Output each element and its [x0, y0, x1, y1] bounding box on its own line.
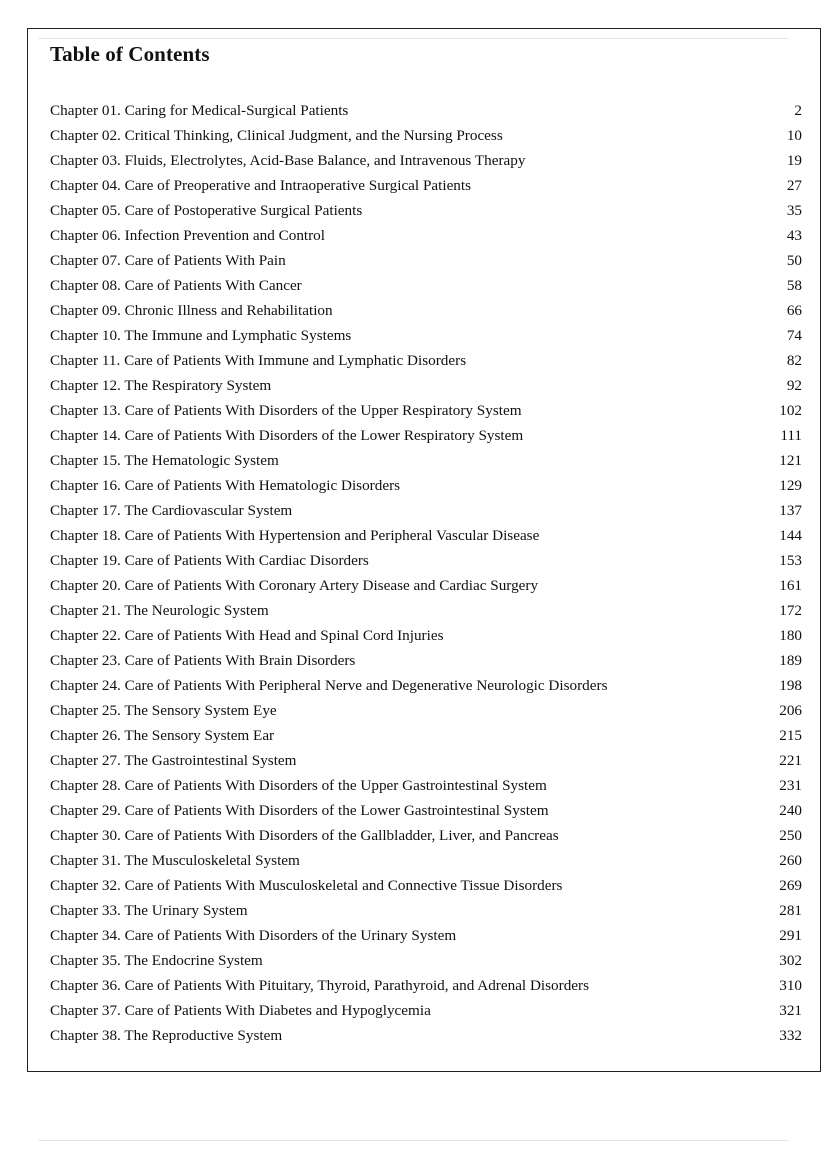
page-number: 310: [779, 977, 802, 994]
chapter-title: Chapter 33. The Urinary System: [50, 902, 248, 919]
chapter-title: Chapter 37. Care of Patients With Diabetes and Hypoglycemia: [50, 1002, 431, 1019]
chapter-title: Chapter 22. Care of Patients With Head and Spinal Cord Injuries: [50, 627, 444, 644]
toc-entry[interactable]: [50, 373, 802, 398]
page-number: 153: [779, 552, 802, 569]
page-number: 35: [786, 202, 802, 219]
chapter-title: Chapter 21. The Neurologic System: [50, 602, 269, 619]
toc-entry[interactable]: [50, 623, 802, 648]
page-number: 206: [779, 702, 802, 719]
toc-entry[interactable]: [50, 523, 802, 548]
toc-entry[interactable]: [50, 948, 802, 973]
chapter-title: Chapter 11. Care of Patients With Immune and Lymphatic Disorders: [50, 352, 467, 369]
chapter-title: Chapter 06. Infection Prevention and Control: [50, 227, 325, 244]
toc-entry[interactable]: [50, 698, 802, 723]
page-number: 137: [779, 502, 802, 519]
toc-entry[interactable]: [50, 448, 802, 473]
chapter-title: Chapter 01. Caring for Medical-Surgical Patients: [50, 102, 349, 119]
page-number: 321: [779, 1002, 802, 1019]
page-number: 231: [779, 777, 802, 794]
chapter-title: Chapter 23. Care of Patients With Brain Disorders: [50, 652, 356, 669]
toc-entry[interactable]: [50, 498, 802, 523]
chapter-title: Chapter 04. Care of Preoperative and Intraoperative Surgical Patients: [50, 177, 472, 194]
chapter-title: Chapter 34. Care of Patients With Disorders of the Urinary System: [50, 927, 457, 944]
toc-entry[interactable]: [50, 898, 802, 923]
page-number: 111: [780, 427, 802, 444]
toc-entry[interactable]: [50, 798, 802, 823]
chapter-title: Chapter 02. Critical Thinking, Clinical Judgment, and the Nursing Process: [50, 127, 503, 144]
chapter-title: Chapter 08. Care of Patients With Cancer: [50, 277, 302, 294]
page-number: 161: [779, 577, 802, 594]
toc-entry[interactable]: [50, 648, 802, 673]
page-number: 180: [779, 627, 802, 644]
page-number: 189: [779, 652, 802, 669]
page-number: 215: [779, 727, 802, 744]
page-number: 281: [779, 902, 802, 919]
toc-list: [50, 98, 802, 1048]
chapter-title: Chapter 12. The Respiratory System: [50, 377, 272, 394]
page-number: 144: [779, 527, 802, 544]
chapter-title: Chapter 05. Care of Postoperative Surgical Patients: [50, 202, 363, 219]
chapter-title: Chapter 14. Care of Patients With Disorders of the Lower Respiratory System: [50, 427, 524, 444]
toc-entry[interactable]: [50, 548, 802, 573]
toc-entry[interactable]: [50, 273, 802, 298]
toc-entry[interactable]: [50, 673, 802, 698]
page-number: 240: [779, 802, 802, 819]
toc-entry[interactable]: [50, 873, 802, 898]
chapter-title: Chapter 13. Care of Patients With Disorders of the Upper Respiratory System: [50, 402, 522, 419]
toc-entry[interactable]: [50, 323, 802, 348]
page-title: Table of Contents: [50, 42, 210, 66]
page-number: 50: [786, 252, 802, 269]
page-number: 27: [786, 177, 802, 194]
chapter-title: Chapter 15. The Hematologic System: [50, 452, 279, 469]
chapter-title: Chapter 32. Care of Patients With Musculoskeletal and Connective Tissue Disorders: [50, 877, 563, 894]
page-number: 250: [779, 827, 802, 844]
toc-entry[interactable]: [50, 473, 802, 498]
chapter-title: Chapter 26. The Sensory System Ear: [50, 727, 275, 744]
toc-entry[interactable]: [50, 123, 802, 148]
chapter-title: Chapter 28. Care of Patients With Disorders of the Upper Gastrointestinal System: [50, 777, 547, 794]
toc-entry[interactable]: [50, 98, 802, 123]
chapter-title: Chapter 30. Care of Patients With Disorders of the Gallbladder, Liver, and Pancreas: [50, 827, 559, 844]
toc-entry[interactable]: [50, 348, 802, 373]
toc-entry[interactable]: [50, 823, 802, 848]
page-number: 82: [786, 352, 802, 369]
chapter-title: Chapter 35. The Endocrine System: [50, 952, 263, 969]
page-number: 10: [786, 127, 802, 144]
page-number: 66: [786, 302, 802, 319]
toc-entry[interactable]: [50, 923, 802, 948]
toc-entry[interactable]: [50, 173, 802, 198]
page-number: 74: [786, 327, 802, 344]
page-number: 58: [786, 277, 802, 294]
toc-entry[interactable]: [50, 973, 802, 998]
chapter-title: Chapter 19. Care of Patients With Cardiac Disorders: [50, 552, 369, 569]
page-number: 332: [779, 1027, 802, 1044]
toc-entry[interactable]: [50, 598, 802, 623]
toc-entry[interactable]: [50, 748, 802, 773]
page-number: 302: [779, 952, 802, 969]
chapter-title: Chapter 18. Care of Patients With Hypertension and Peripheral Vascular Disease: [50, 527, 540, 544]
page-number: 221: [779, 752, 802, 769]
toc-entry[interactable]: [50, 398, 802, 423]
page-number: 172: [779, 602, 802, 619]
toc-entry[interactable]: [50, 848, 802, 873]
chapter-title: Chapter 07. Care of Patients With Pain: [50, 252, 286, 269]
chapter-title: Chapter 09. Chronic Illness and Rehabilitation: [50, 302, 333, 319]
chapter-title: Chapter 31. The Musculoskeletal System: [50, 852, 300, 869]
toc-entry[interactable]: [50, 998, 802, 1023]
chapter-title: Chapter 38. The Reproductive System: [50, 1027, 283, 1044]
toc-entry[interactable]: [50, 148, 802, 173]
toc-entry[interactable]: [50, 573, 802, 598]
page-number: 92: [786, 377, 802, 394]
page-number: 260: [779, 852, 802, 869]
chapter-title: Chapter 03. Fluids, Electrolytes, Acid-Base Balance, and Intravenous Therapy: [50, 152, 526, 169]
page-number: 102: [779, 402, 802, 419]
chapter-title: Chapter 24. Care of Patients With Peripheral Nerve and Degenerative Neurologic Disorders: [50, 677, 608, 694]
chapter-title: Chapter 16. Care of Patients With Hematologic Disorders: [50, 477, 401, 494]
page-number: 19: [786, 152, 802, 169]
chapter-title: Chapter 10. The Immune and Lymphatic Systems: [50, 327, 352, 344]
page-number: 121: [779, 452, 802, 469]
toc-entry[interactable]: [50, 723, 802, 748]
toc-entry[interactable]: [50, 223, 802, 248]
chapter-title: Chapter 25. The Sensory System Eye: [50, 702, 277, 719]
page-number: 43: [786, 227, 802, 244]
toc-entry[interactable]: [50, 423, 802, 448]
page-number: 2: [794, 102, 802, 119]
chapter-title: Chapter 20. Care of Patients With Coronary Artery Disease and Cardiac Surgery: [50, 577, 539, 594]
page-number: 198: [779, 677, 802, 694]
toc-entry[interactable]: [50, 773, 802, 798]
page-number: 291: [779, 927, 802, 944]
chapter-title: Chapter 36. Care of Patients With Pituitary, Thyroid, Parathyroid, and Adrenal Disorders: [50, 977, 590, 994]
toc-entry[interactable]: [50, 298, 802, 323]
page-number: 129: [779, 477, 802, 494]
page-number: 269: [779, 877, 802, 894]
bottom-divider: [38, 1140, 788, 1141]
chapter-title: Chapter 27. The Gastrointestinal System: [50, 752, 297, 769]
chapter-title: Chapter 17. The Cardiovascular System: [50, 502, 293, 519]
toc-entry[interactable]: [50, 198, 802, 223]
toc-entry[interactable]: [50, 1023, 802, 1048]
chapter-title: Chapter 29. Care of Patients With Disorders of the Lower Gastrointestinal System: [50, 802, 549, 819]
toc-entry[interactable]: [50, 248, 802, 273]
